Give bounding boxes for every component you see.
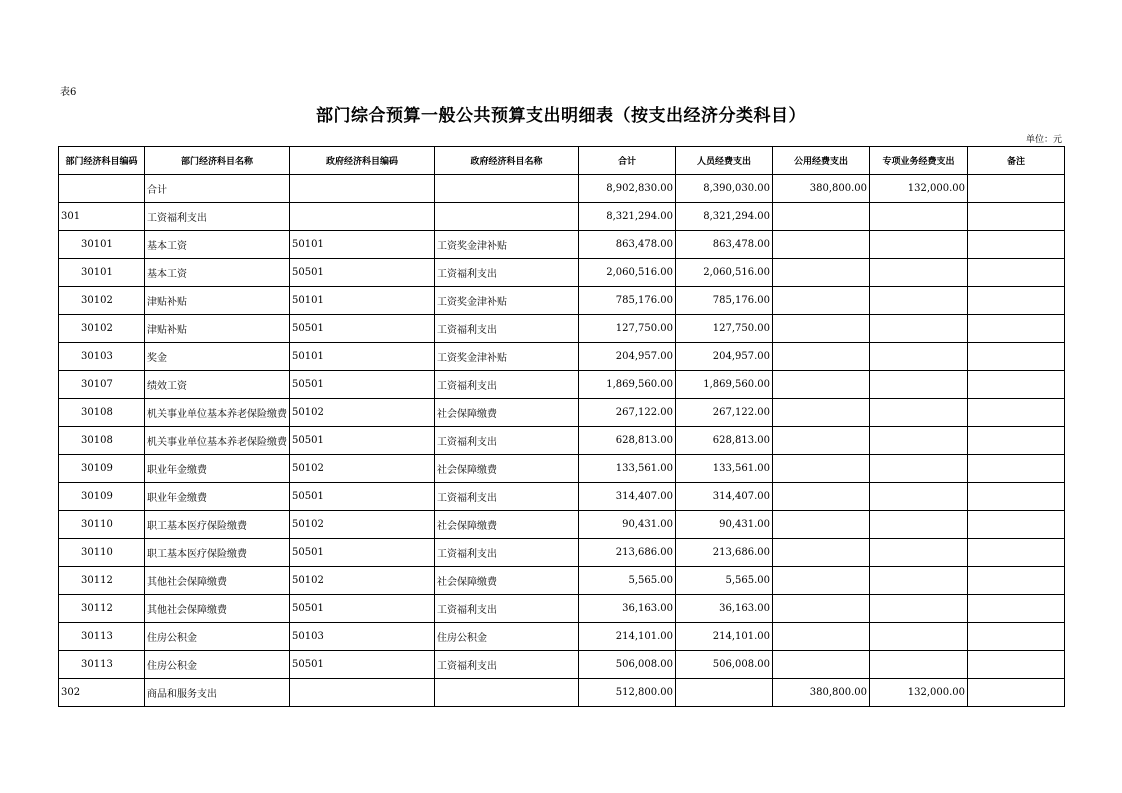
public-cell bbox=[773, 371, 870, 399]
dept-name-cell: 基本工资 bbox=[145, 231, 290, 259]
gov-name-cell bbox=[435, 175, 579, 203]
public-cell bbox=[773, 651, 870, 679]
gov-name-cell: 工资福利支出 bbox=[435, 259, 579, 287]
table-row bbox=[59, 679, 1065, 707]
gov-name-cell: 工资福利支出 bbox=[435, 539, 579, 567]
gov-name-cell: 工资福利支出 bbox=[435, 595, 579, 623]
dept-code-cell: 30102 bbox=[59, 315, 145, 343]
personnel-cell: 214,101.00 bbox=[676, 623, 773, 651]
special-cell bbox=[870, 203, 968, 231]
special-cell bbox=[870, 371, 968, 399]
note-cell bbox=[968, 203, 1065, 231]
note-cell bbox=[968, 231, 1065, 259]
dept-name-cell: 合计 bbox=[145, 175, 290, 203]
dept-name-cell: 其他社会保障缴费 bbox=[145, 595, 290, 623]
public-cell bbox=[773, 287, 870, 315]
total-cell: 785,176.00 bbox=[579, 287, 676, 315]
dept-name-cell: 职业年金缴费 bbox=[145, 455, 290, 483]
header-special: 专项业务经费支出 bbox=[870, 147, 968, 175]
total-cell: 214,101.00 bbox=[579, 623, 676, 651]
gov-name-cell: 工资奖金津补贴 bbox=[435, 343, 579, 371]
public-cell bbox=[773, 539, 870, 567]
table-row bbox=[59, 259, 1065, 287]
gov-name-cell bbox=[435, 203, 579, 231]
special-cell bbox=[870, 315, 968, 343]
special-cell: 132,000.00 bbox=[870, 175, 968, 203]
dept-name-cell: 商品和服务支出 bbox=[145, 679, 290, 707]
dept-name-cell: 奖金 bbox=[145, 343, 290, 371]
public-cell bbox=[773, 203, 870, 231]
public-cell bbox=[773, 231, 870, 259]
dept-name-cell: 职业年金缴费 bbox=[145, 483, 290, 511]
public-cell bbox=[773, 511, 870, 539]
header-gov-name: 政府经济科目名称 bbox=[435, 147, 579, 175]
dept-code-cell: 301 bbox=[59, 203, 145, 231]
gov-name-cell: 社会保障缴费 bbox=[435, 399, 579, 427]
personnel-cell bbox=[676, 679, 773, 707]
total-cell: 314,407.00 bbox=[579, 483, 676, 511]
gov-name-cell: 工资福利支出 bbox=[435, 371, 579, 399]
personnel-cell: 5,565.00 bbox=[676, 567, 773, 595]
header-gov-code: 政府经济科目编码 bbox=[290, 147, 435, 175]
gov-code-cell: 50101 bbox=[290, 231, 435, 259]
total-cell: 2,060,516.00 bbox=[579, 259, 676, 287]
gov-name-cell: 社会保障缴费 bbox=[435, 511, 579, 539]
personnel-cell: 314,407.00 bbox=[676, 483, 773, 511]
gov-name-cell: 工资奖金津补贴 bbox=[435, 287, 579, 315]
gov-name-cell: 工资福利支出 bbox=[435, 427, 579, 455]
personnel-cell: 506,008.00 bbox=[676, 651, 773, 679]
note-cell bbox=[968, 175, 1065, 203]
table-row bbox=[59, 623, 1065, 651]
total-cell: 5,565.00 bbox=[579, 567, 676, 595]
dept-name-cell: 职工基本医疗保险缴费 bbox=[145, 539, 290, 567]
dept-code-cell: 30107 bbox=[59, 371, 145, 399]
gov-code-cell: 50501 bbox=[290, 259, 435, 287]
total-cell: 213,686.00 bbox=[579, 539, 676, 567]
header-personnel: 人员经费支出 bbox=[676, 147, 773, 175]
note-cell bbox=[968, 287, 1065, 315]
table-row bbox=[59, 343, 1065, 371]
gov-code-cell: 50501 bbox=[290, 595, 435, 623]
note-cell bbox=[968, 539, 1065, 567]
public-cell bbox=[773, 427, 870, 455]
dept-name-cell: 住房公积金 bbox=[145, 651, 290, 679]
unit-label: 单位：元 bbox=[1025, 135, 1062, 145]
dept-name-cell: 工资福利支出 bbox=[145, 203, 290, 231]
gov-name-cell bbox=[435, 679, 579, 707]
table-row bbox=[59, 539, 1065, 567]
gov-code-cell: 50101 bbox=[290, 343, 435, 371]
note-cell bbox=[968, 623, 1065, 651]
personnel-cell: 127,750.00 bbox=[676, 315, 773, 343]
table-row bbox=[59, 315, 1065, 343]
dept-name-cell: 住房公积金 bbox=[145, 623, 290, 651]
total-cell: 506,008.00 bbox=[579, 651, 676, 679]
dept-name-cell: 绩效工资 bbox=[145, 371, 290, 399]
personnel-cell: 267,122.00 bbox=[676, 399, 773, 427]
public-cell bbox=[773, 315, 870, 343]
public-cell bbox=[773, 623, 870, 651]
personnel-cell: 90,431.00 bbox=[676, 511, 773, 539]
dept-name-cell: 职工基本医疗保险缴费 bbox=[145, 511, 290, 539]
table-body bbox=[59, 175, 1065, 707]
dept-code-cell bbox=[59, 175, 145, 203]
special-cell bbox=[870, 287, 968, 315]
total-cell: 8,321,294.00 bbox=[579, 203, 676, 231]
dept-name-cell: 机关事业单位基本养老保险缴费 bbox=[145, 427, 290, 455]
table-row bbox=[59, 455, 1065, 483]
table-row bbox=[59, 203, 1065, 231]
personnel-cell: 785,176.00 bbox=[676, 287, 773, 315]
dept-code-cell: 30108 bbox=[59, 399, 145, 427]
note-cell bbox=[968, 427, 1065, 455]
special-cell bbox=[870, 511, 968, 539]
special-cell bbox=[870, 427, 968, 455]
dept-code-cell: 30110 bbox=[59, 539, 145, 567]
header-row bbox=[59, 147, 1065, 175]
total-cell: 267,122.00 bbox=[579, 399, 676, 427]
gov-name-cell: 工资福利支出 bbox=[435, 483, 579, 511]
gov-code-cell bbox=[290, 679, 435, 707]
gov-code-cell: 50101 bbox=[290, 287, 435, 315]
special-cell: 132,000.00 bbox=[870, 679, 968, 707]
gov-code-cell: 50102 bbox=[290, 455, 435, 483]
personnel-cell: 36,163.00 bbox=[676, 595, 773, 623]
gov-name-cell: 社会保障缴费 bbox=[435, 455, 579, 483]
total-cell: 36,163.00 bbox=[579, 595, 676, 623]
note-cell bbox=[968, 595, 1065, 623]
special-cell bbox=[870, 231, 968, 259]
gov-code-cell: 50501 bbox=[290, 315, 435, 343]
table-number-label: 表6 bbox=[60, 87, 77, 98]
personnel-cell: 8,321,294.00 bbox=[676, 203, 773, 231]
table-row bbox=[59, 371, 1065, 399]
public-cell bbox=[773, 567, 870, 595]
special-cell bbox=[870, 343, 968, 371]
note-cell bbox=[968, 399, 1065, 427]
note-cell bbox=[968, 259, 1065, 287]
table-header bbox=[59, 147, 1065, 175]
note-cell bbox=[968, 315, 1065, 343]
total-cell: 628,813.00 bbox=[579, 427, 676, 455]
dept-name-cell: 机关事业单位基本养老保险缴费 bbox=[145, 399, 290, 427]
table-row bbox=[59, 231, 1065, 259]
public-cell bbox=[773, 455, 870, 483]
special-cell bbox=[870, 399, 968, 427]
table-row bbox=[59, 483, 1065, 511]
table-row bbox=[59, 399, 1065, 427]
public-cell bbox=[773, 259, 870, 287]
special-cell bbox=[870, 651, 968, 679]
note-cell bbox=[968, 371, 1065, 399]
public-cell: 380,800.00 bbox=[773, 679, 870, 707]
dept-code-cell: 30112 bbox=[59, 595, 145, 623]
dept-code-cell: 30108 bbox=[59, 427, 145, 455]
personnel-cell: 2,060,516.00 bbox=[676, 259, 773, 287]
table-row bbox=[59, 595, 1065, 623]
dept-code-cell: 30110 bbox=[59, 511, 145, 539]
total-cell: 1,869,560.00 bbox=[579, 371, 676, 399]
gov-name-cell: 工资福利支出 bbox=[435, 315, 579, 343]
public-cell bbox=[773, 343, 870, 371]
dept-code-cell: 30101 bbox=[59, 231, 145, 259]
table-row bbox=[59, 287, 1065, 315]
header-public: 公用经费支出 bbox=[773, 147, 870, 175]
public-cell bbox=[773, 595, 870, 623]
total-cell: 204,957.00 bbox=[579, 343, 676, 371]
special-cell bbox=[870, 595, 968, 623]
gov-code-cell: 50501 bbox=[290, 651, 435, 679]
total-cell: 90,431.00 bbox=[579, 511, 676, 539]
gov-code-cell bbox=[290, 175, 435, 203]
table-row bbox=[59, 175, 1065, 203]
gov-code-cell: 50102 bbox=[290, 567, 435, 595]
page-title: 部门综合预算一般公共预算支出明细表（按支出经济分类科目） bbox=[316, 106, 806, 126]
dept-code-cell: 30113 bbox=[59, 623, 145, 651]
dept-code-cell: 30103 bbox=[59, 343, 145, 371]
gov-code-cell: 50501 bbox=[290, 539, 435, 567]
personnel-cell: 628,813.00 bbox=[676, 427, 773, 455]
dept-code-cell: 30112 bbox=[59, 567, 145, 595]
special-cell bbox=[870, 567, 968, 595]
table-row bbox=[59, 567, 1065, 595]
personnel-cell: 8,390,030.00 bbox=[676, 175, 773, 203]
dept-code-cell: 30109 bbox=[59, 483, 145, 511]
gov-name-cell: 工资福利支出 bbox=[435, 651, 579, 679]
dept-name-cell: 基本工资 bbox=[145, 259, 290, 287]
dept-name-cell: 其他社会保障缴费 bbox=[145, 567, 290, 595]
note-cell bbox=[968, 651, 1065, 679]
dept-code-cell: 30109 bbox=[59, 455, 145, 483]
gov-name-cell: 住房公积金 bbox=[435, 623, 579, 651]
public-cell bbox=[773, 399, 870, 427]
special-cell bbox=[870, 483, 968, 511]
dept-code-cell: 302 bbox=[59, 679, 145, 707]
total-cell: 512,800.00 bbox=[579, 679, 676, 707]
special-cell bbox=[870, 623, 968, 651]
special-cell bbox=[870, 259, 968, 287]
personnel-cell: 204,957.00 bbox=[676, 343, 773, 371]
dept-code-cell: 30113 bbox=[59, 651, 145, 679]
table-row bbox=[59, 427, 1065, 455]
header-total: 合计 bbox=[579, 147, 676, 175]
table-row bbox=[59, 651, 1065, 679]
gov-code-cell: 50501 bbox=[290, 371, 435, 399]
note-cell bbox=[968, 343, 1065, 371]
total-cell: 8,902,830.00 bbox=[579, 175, 676, 203]
personnel-cell: 863,478.00 bbox=[676, 231, 773, 259]
dept-code-cell: 30101 bbox=[59, 259, 145, 287]
header-note: 备注 bbox=[968, 147, 1065, 175]
total-cell: 127,750.00 bbox=[579, 315, 676, 343]
note-cell bbox=[968, 483, 1065, 511]
gov-code-cell: 50102 bbox=[290, 399, 435, 427]
note-cell bbox=[968, 455, 1065, 483]
special-cell bbox=[870, 455, 968, 483]
public-cell bbox=[773, 483, 870, 511]
note-cell bbox=[968, 511, 1065, 539]
header-dept-code: 部门经济科目编码 bbox=[59, 147, 145, 175]
gov-code-cell bbox=[290, 203, 435, 231]
budget-detail-table bbox=[58, 146, 1065, 707]
note-cell bbox=[968, 567, 1065, 595]
total-cell: 133,561.00 bbox=[579, 455, 676, 483]
header-dept-name: 部门经济科目名称 bbox=[145, 147, 290, 175]
personnel-cell: 1,869,560.00 bbox=[676, 371, 773, 399]
gov-code-cell: 50501 bbox=[290, 483, 435, 511]
gov-name-cell: 工资奖金津补贴 bbox=[435, 231, 579, 259]
gov-code-cell: 50103 bbox=[290, 623, 435, 651]
dept-name-cell: 津贴补贴 bbox=[145, 287, 290, 315]
total-cell: 863,478.00 bbox=[579, 231, 676, 259]
personnel-cell: 213,686.00 bbox=[676, 539, 773, 567]
gov-code-cell: 50501 bbox=[290, 427, 435, 455]
dept-name-cell: 津贴补贴 bbox=[145, 315, 290, 343]
gov-code-cell: 50102 bbox=[290, 511, 435, 539]
gov-name-cell: 社会保障缴费 bbox=[435, 567, 579, 595]
dept-code-cell: 30102 bbox=[59, 287, 145, 315]
table-row bbox=[59, 511, 1065, 539]
personnel-cell: 133,561.00 bbox=[676, 455, 773, 483]
note-cell bbox=[968, 679, 1065, 707]
special-cell bbox=[870, 539, 968, 567]
public-cell: 380,800.00 bbox=[773, 175, 870, 203]
